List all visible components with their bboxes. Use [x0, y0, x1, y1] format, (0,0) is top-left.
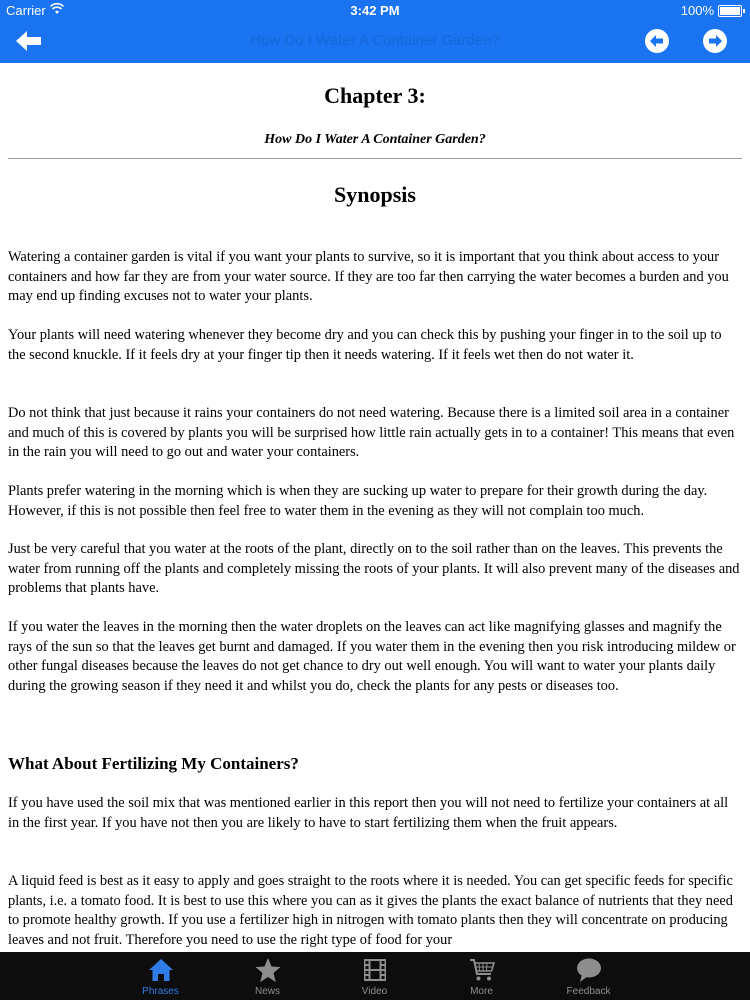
paragraph: Watering a container garden is vital if you want your plants to survive, so it is important that you think about access to your containers and how far they are from your water source. If they are too far then carrying the water becomes a burden and you may end up finding excuses not to water your plants.	[8, 249, 729, 304]
paragraph: A liquid feed is best as it easy to apply and goes straight to the roots where it is needed. You can get specific feeds for specific plants, i.e. a tomato food. It is best to use this where you can as it gives the plants the exact balance of nutrients that they need to promote healthy growth. If you use a fertilizer high in nitrogen with tomato plants then they will concentrate on producing leaves and not fruit. Therefore you need to use the right type of food for your	[8, 873, 733, 948]
tab-label: Video	[361, 986, 388, 997]
cart-icon	[468, 956, 496, 984]
divider	[8, 158, 742, 159]
tab-feedback[interactable]	[535, 952, 642, 1000]
synopsis-title: Synopsis	[334, 182, 416, 207]
home-icon	[147, 956, 175, 984]
article-content[interactable]	[0, 63, 750, 952]
paragraph: Your plants will need watering whenever they become dry and you can check this by pushing your finger in to the soil up to the second knuckle. If it feels dry at your finger tip then it needs watering. If it feels wet then do not water it.	[8, 327, 722, 363]
section-heading: What About Fertilizing My Containers?	[8, 754, 299, 773]
clock: 3:42 PM	[350, 3, 400, 18]
tab-label: News	[254, 986, 280, 997]
chapter-subtitle: How Do I Water A Container Garden?	[264, 132, 486, 147]
paragraph: If you water the leaves in the morning then the water droplets on the leaves can act like magnifying glasses and magnify the rays of the sun so that the leaves get burnt and damaged. If you water them in the evening then you risk introducing mildew or other fungal diseases because the leaves do not get chance to dry out well enough. You will want to water your plants daily during the growing season if they need it and whilst you do, check the plants for any pests or diseases too.	[8, 619, 736, 694]
paragraph: If you have used the soil mix that was mentioned earlier in this report then you will not need to fertilize your containers at all in the first year. If you have not then you are likely to have to start fertilizing them when the fruit appears.	[8, 795, 729, 831]
tab-label: More	[470, 986, 493, 997]
chapter-title: Chapter 3:	[324, 83, 426, 108]
tab-label: Feedback	[566, 986, 611, 997]
battery-icon	[718, 5, 742, 17]
nav-title: How Do I Water A Container Garden?	[250, 32, 500, 49]
carrier-label: Carrier	[6, 3, 46, 18]
navigation-bar	[0, 20, 750, 63]
tab-more[interactable]	[428, 952, 535, 1000]
battery-percent: 100%	[680, 3, 714, 18]
paragraph: Plants prefer watering in the morning which is when they are sucking up water to prepare for their growth during the day. However, if this is not possible then feel free to water them in the evening as they will not complain too much.	[8, 483, 708, 519]
tab-bar	[0, 952, 750, 1000]
back-arrow-icon[interactable]	[14, 28, 44, 54]
speech-bubble-icon	[575, 956, 603, 984]
tab-phrases[interactable]	[107, 952, 214, 1000]
star-icon	[254, 956, 282, 984]
tab-news[interactable]	[214, 952, 321, 1000]
circle-arrow-left-icon[interactable]	[644, 28, 670, 54]
paragraph: Do not think that just because it rains your containers do not need watering. Because there is a limited soil area in a container and much of this is covered by plants you will be surprised how little rain actually gets in to a container! This means that even in the rain you will need to go out and water your containers.	[8, 405, 735, 460]
circle-arrow-right-icon[interactable]	[702, 28, 728, 54]
status-bar	[0, 0, 750, 20]
tab-label: Phrases	[142, 986, 179, 997]
tab-video[interactable]	[321, 952, 428, 1000]
paragraph: Just be very careful that you water at the roots of the plant, directly on to the soil rather than on the leaves. This prevents the water from running off the plants and completely missing the roots of your plants. It will also prevent many of the diseases and problems that plants have.	[8, 541, 740, 596]
film-icon	[361, 956, 389, 984]
